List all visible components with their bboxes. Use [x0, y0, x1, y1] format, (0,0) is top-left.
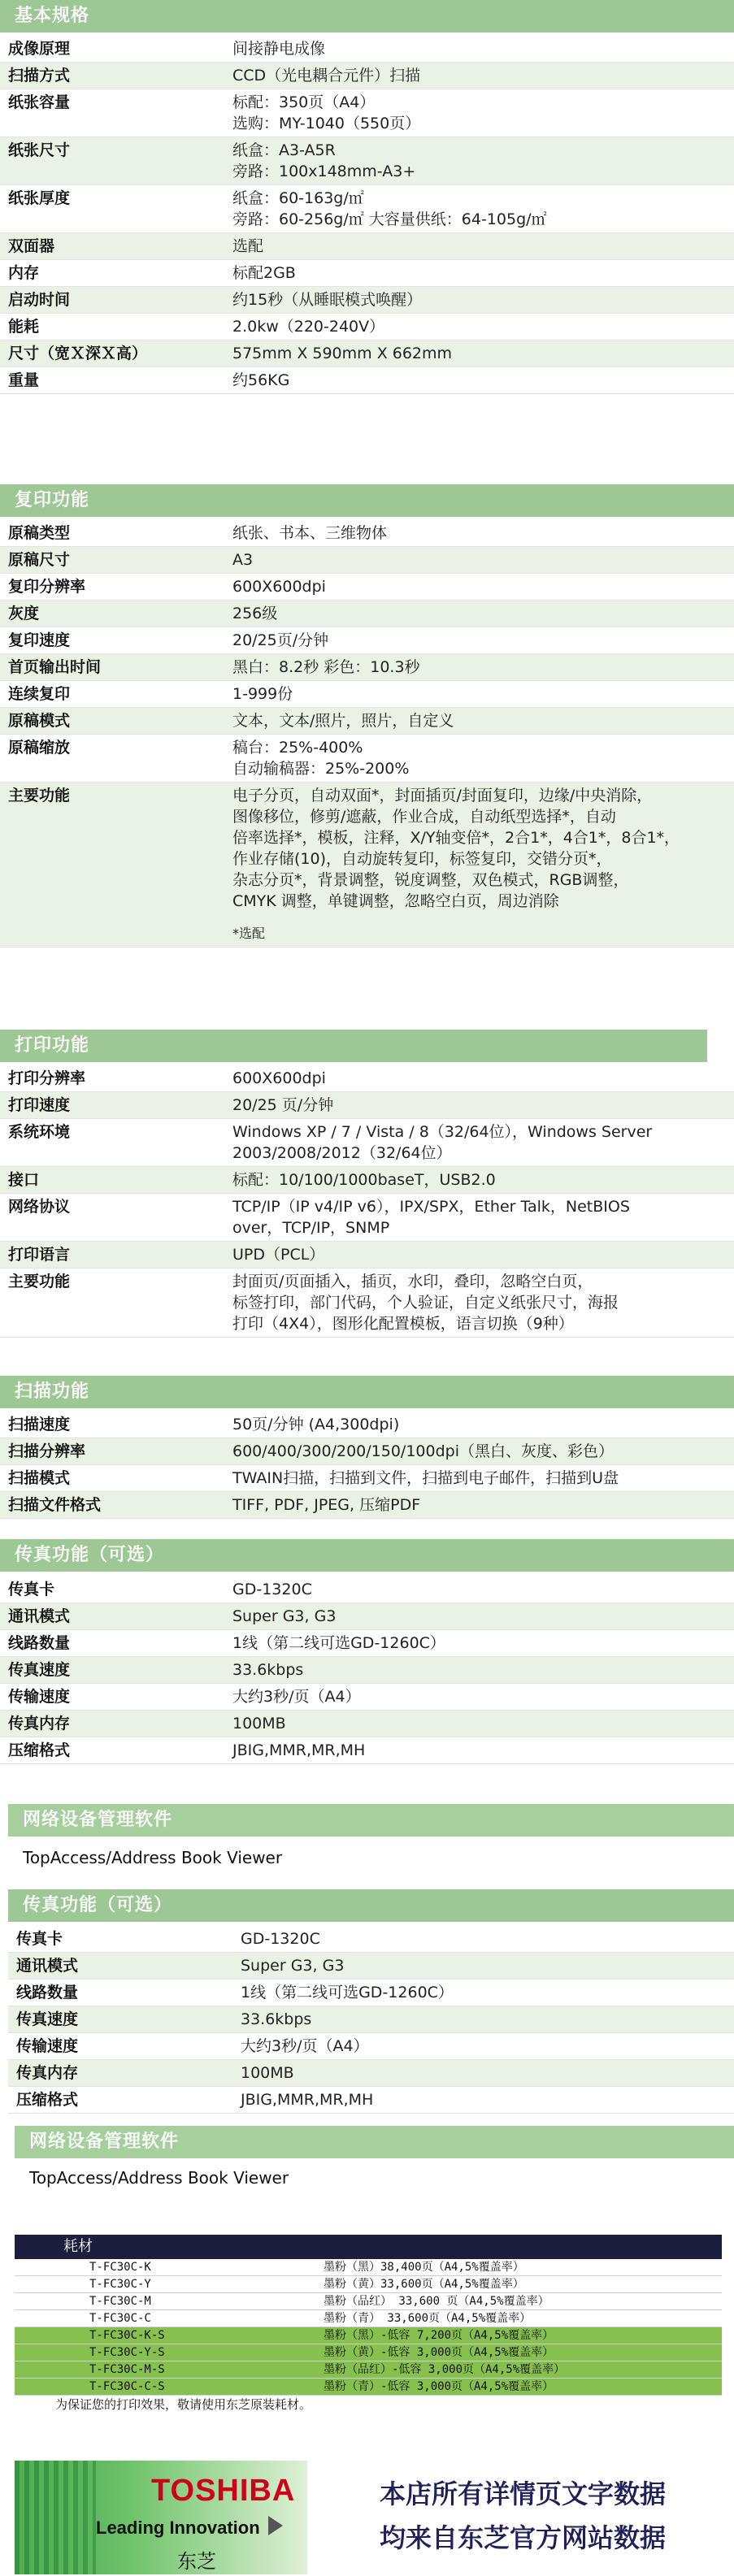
spec-value	[224, 1119, 734, 1167]
spec-label: 纸张尺寸	[0, 137, 224, 185]
spec-row	[0, 340, 734, 367]
spec-row	[0, 708, 734, 735]
spec-label: 尺寸（宽Ｘ深Ｘ高）	[0, 340, 224, 367]
spec-label: 纸张厚度	[0, 185, 224, 233]
spec-row	[0, 547, 734, 574]
spec-value-line: 256级	[232, 605, 278, 622]
spec-label: 传真卡	[0, 1576, 224, 1603]
spec-row	[0, 1492, 734, 1519]
spec-row	[0, 36, 734, 63]
spec-label: 打印分辨率	[0, 1065, 224, 1092]
fax-spec-table	[0, 1576, 734, 1764]
spec-value-line: GD-1320C	[232, 1581, 312, 1598]
spec-label: 通讯模式	[8, 1953, 232, 1980]
spec-value	[232, 2006, 734, 2033]
notice-line-2: 均来自东芝官方网站数据	[379, 2522, 666, 2553]
spec-value-line: 600X600dpi	[232, 578, 326, 596]
spec-value-line: 20/25 页/分钟	[232, 1096, 334, 1114]
spec-value-line: Super G3, G3	[232, 1607, 337, 1625]
spec-value-line: 大约3秒/页（A4）	[241, 2037, 369, 2055]
spec-row	[0, 1465, 734, 1492]
spec-value	[232, 2087, 734, 2114]
section-header-basic: 基本规格	[0, 0, 734, 33]
network-software-text-2: TopAccess/Address Book Viewer	[29, 2168, 289, 2188]
spec-label: 内存	[0, 260, 224, 287]
spec-row	[0, 260, 734, 287]
spec-label: 接口	[0, 1167, 224, 1194]
spec-value-line: TWAIN扫描，扫描到文件，扫描到电子邮件，扫描到U盘	[232, 1469, 619, 1487]
spec-value-line: 选购：MY-1040（550页）	[232, 115, 421, 132]
spec-label: 纸张容量	[0, 89, 224, 137]
spec-value-line: 作业存储(10)，自动旋转复印，标签复印，交错分页*，	[232, 850, 612, 868]
section-header-fax-2: 传真功能（可选）	[8, 1889, 734, 1922]
spec-value-line: 50页/分钟 (A4,300dpi)	[232, 1416, 400, 1433]
spec-value-line: Super G3, G3	[241, 1957, 345, 1975]
logo-stripes	[15, 2461, 96, 2574]
spec-value-line: 图像移位，修剪/遮蔽，作业合成，自动纸型选择*，自动	[232, 808, 616, 826]
consumable-code: T-FC30C-M	[89, 2295, 151, 2308]
spec-row	[0, 137, 734, 185]
spec-value-line: UPD（PCL）	[232, 1246, 325, 1264]
spec-value	[224, 340, 734, 367]
spec-value-line: 打印（4X4），图形化配置模板，语言切换（9种）	[232, 1315, 574, 1333]
footer-banner	[15, 2461, 722, 2574]
spec-label: 复印速度	[0, 627, 224, 654]
spec-label: 扫描方式	[0, 63, 224, 89]
consumable-code: T-FC30C-K	[89, 2261, 151, 2274]
spec-label: 连续复印	[0, 681, 224, 708]
spec-label: 原稿尺寸	[0, 547, 224, 574]
spec-value-line: 标配：350页（A4）	[232, 93, 376, 111]
print-spec-table	[0, 1065, 734, 1338]
spec-label: 扫描速度	[0, 1412, 224, 1438]
spec-row	[8, 2087, 734, 2114]
basic-spec-table	[0, 36, 734, 394]
consumable-desc: 墨粉（黄）33,600页（A4,5%覆盖率）	[324, 2278, 524, 2291]
spec-row	[0, 1092, 734, 1119]
notice-line-1: 本店所有详情页文字数据	[379, 2478, 666, 2509]
spec-label: 主要功能	[0, 783, 224, 948]
spec-value	[224, 89, 734, 137]
section-header-fax: 传真功能（可选）	[0, 1539, 734, 1572]
spec-value-line: 2003/2008/2012（32/64位）	[232, 1144, 452, 1162]
spec-row	[0, 367, 734, 394]
spec-row	[0, 681, 734, 708]
spec-row	[0, 314, 734, 340]
spec-value-line: 旁路：60-256g/㎡ 大容量供纸：64-105g/㎡	[232, 210, 547, 228]
spec-value-line: 稿台：25%-400%	[232, 739, 363, 757]
spec-value	[224, 1737, 734, 1764]
consumable-row	[15, 2259, 722, 2276]
spec-row	[0, 89, 734, 137]
brand-name: TOSHIBA	[151, 2474, 296, 2508]
spec-value-line: 大约3秒/页（A4）	[232, 1688, 361, 1706]
spec-value	[232, 1953, 734, 1980]
spec-value-line: over，TCP/IP，SNMP	[232, 1219, 390, 1237]
spec-row	[0, 1438, 734, 1465]
spec-value-line: 纸张、书本、三维物体	[232, 524, 388, 542]
spec-row	[0, 654, 734, 681]
spec-value-line: CCD（光电耦合元件）扫描	[232, 67, 421, 85]
spec-value-line: 100MB	[241, 2064, 294, 2082]
spec-row	[0, 520, 734, 547]
spec-value-line: 标配2GB	[232, 264, 296, 282]
spec-value	[224, 601, 734, 627]
spec-value	[224, 1194, 734, 1242]
spec-value	[224, 681, 734, 708]
spec-label: 成像原理	[0, 36, 224, 63]
spec-row	[8, 1926, 734, 1953]
spec-label: 传真内存	[0, 1711, 224, 1737]
spec-value-line: 1-999份	[232, 685, 293, 703]
spec-value-line: 100MB	[232, 1715, 286, 1733]
spec-value	[224, 783, 734, 948]
spec-label: 原稿模式	[0, 708, 224, 735]
spec-value-line: TCP/IP（IP v4/IP v6），IPX/SPX，Ether Talk，NetBIOS	[232, 1198, 630, 1216]
spec-value-line: 20/25页/分钟	[232, 631, 329, 649]
consumable-desc: 墨粉（品红） 33,600 页（A4,5%覆盖率）	[324, 2295, 549, 2308]
spec-value-line: 33.6kbps	[241, 2010, 312, 2028]
spec-label: 传真速度	[0, 1657, 224, 1684]
spec-value-line: 2.0kw（220-240V）	[232, 318, 385, 336]
spec-value-line: 间接静电成像	[232, 40, 326, 58]
spec-value-line: *选配	[232, 926, 266, 941]
spec-row	[0, 1603, 734, 1630]
spec-label: 网络协议	[0, 1194, 224, 1242]
consumable-row	[15, 2344, 722, 2361]
brand-tagline: Leading Innovation	[96, 2517, 260, 2538]
spec-row	[8, 2033, 734, 2060]
spec-value	[232, 2033, 734, 2060]
spec-value-line: 1线（第二线可选GD-1260C）	[241, 1984, 454, 2001]
spec-row	[0, 601, 734, 627]
spec-value-line: A3	[232, 551, 254, 569]
spec-value-line: 33.6kbps	[232, 1661, 304, 1679]
consumables-table	[15, 2235, 722, 2413]
spec-row	[0, 1194, 734, 1242]
spec-value	[224, 314, 734, 340]
spec-label: 传输速度	[8, 2033, 232, 2060]
spec-label: 重量	[0, 367, 224, 394]
spec-value	[224, 1167, 734, 1194]
spec-value	[224, 367, 734, 394]
spec-label: 传真卡	[8, 1926, 232, 1953]
spec-row	[8, 1980, 734, 2006]
consumable-desc: 墨粉（黑）-低容 7,200页（A4,5%覆盖率）	[324, 2329, 554, 2342]
spec-value-line: TIFF, PDF, JPEG, 压缩PDF	[232, 1496, 421, 1514]
spec-value-line: 纸盒：A3-A5R	[232, 141, 336, 159]
spec-value	[224, 1412, 734, 1438]
spec-value	[224, 1684, 734, 1711]
spec-value-line: 约56KG	[232, 371, 290, 389]
spec-row	[8, 2060, 734, 2087]
spec-value	[224, 63, 734, 89]
spec-value-line: 纸盒：60-163g/㎡	[232, 189, 364, 207]
consumable-desc: 墨粉（青）-低容 3,000页（A4,5%覆盖率）	[324, 2380, 554, 2393]
spec-label: 线路数量	[8, 1980, 232, 2006]
spec-value-line: 600/400/300/200/150/100dpi（黑白、灰度、彩色）	[232, 1442, 614, 1460]
spec-value	[224, 36, 734, 63]
spec-row	[0, 627, 734, 654]
spec-label: 原稿类型	[0, 520, 224, 547]
spec-value-line: 1线（第二线可选GD-1260C）	[232, 1634, 445, 1652]
consumable-code: T-FC30C-Y	[89, 2278, 151, 2291]
consumable-desc: 墨粉（黑）38,400页（A4,5%覆盖率）	[324, 2261, 524, 2274]
spec-label: 双面器	[0, 233, 224, 260]
spec-value	[224, 654, 734, 681]
spec-value	[224, 574, 734, 601]
consumable-code: T-FC30C-C	[89, 2312, 151, 2325]
spec-label: 扫描分辨率	[0, 1438, 224, 1465]
spec-row	[0, 1737, 734, 1764]
spec-value	[224, 1603, 734, 1630]
network-software-text: TopAccess/Address Book Viewer	[23, 1848, 283, 1867]
spec-value	[224, 287, 734, 314]
spec-label: 能耗	[0, 314, 224, 340]
spec-row	[0, 1268, 734, 1338]
spec-value	[224, 708, 734, 735]
spec-value	[224, 137, 734, 185]
spec-value	[224, 1268, 734, 1338]
spec-label: 首页输出时间	[0, 654, 224, 681]
spec-value	[232, 2060, 734, 2087]
spec-value	[224, 1576, 734, 1603]
spec-value-line: JBIG,MMR,MR,MH	[232, 1741, 366, 1759]
spec-label: 压缩格式	[8, 2087, 232, 2114]
spec-value	[224, 547, 734, 574]
spec-value	[224, 1438, 734, 1465]
spec-value-line: 倍率选择*，模板，注释，X/Y轴变倍*，2合1*，4合1*，8合1*，	[232, 829, 680, 847]
spec-value	[224, 1711, 734, 1737]
consumables-note: 为保证您的打印效果，敬请使用东芝原装耗材。	[55, 2397, 312, 2412]
spec-value-line	[232, 912, 734, 923]
consumable-code: T-FC30C-C-S	[89, 2380, 165, 2393]
consumable-desc: 墨粉（品红）-低容 3,000页（A4,5%覆盖率）	[324, 2363, 566, 2376]
section-header-network: 网络设备管理软件	[8, 1804, 734, 1837]
spec-label: 压缩格式	[0, 1737, 224, 1764]
spec-row	[0, 1630, 734, 1657]
spec-row	[0, 1065, 734, 1092]
spec-row	[0, 1412, 734, 1438]
spec-label: 通讯模式	[0, 1603, 224, 1630]
section-header-network-2: 网络设备管理软件	[15, 2126, 734, 2158]
spec-label: 传输速度	[0, 1684, 224, 1711]
spec-value	[224, 1065, 734, 1092]
spec-value	[224, 233, 734, 260]
spec-label: 灰度	[0, 601, 224, 627]
spec-value-line: 标配：10/100/1000baseT，USB2.0	[232, 1171, 496, 1189]
spec-row	[0, 1657, 734, 1684]
spec-value	[224, 260, 734, 287]
consumable-row	[15, 2310, 722, 2327]
consumable-code: T-FC30C-M-S	[89, 2363, 165, 2376]
spec-row	[0, 1711, 734, 1737]
spec-value	[224, 520, 734, 547]
spec-value-line: 575mm X 590mm X 662mm	[232, 345, 453, 362]
spec-row	[0, 574, 734, 601]
spec-value	[232, 1926, 734, 1953]
consumable-row	[15, 2293, 722, 2310]
section-header-copy: 复印功能	[0, 484, 734, 517]
section-header-scan: 扫描功能	[0, 1376, 734, 1408]
scan-spec-table	[0, 1412, 734, 1519]
spec-row	[0, 63, 734, 89]
spec-value	[224, 1657, 734, 1684]
spec-value-line: 选配	[232, 237, 264, 255]
spec-row	[0, 735, 734, 783]
consumable-code: T-FC30C-Y-S	[89, 2346, 165, 2359]
spec-value-line: JBIG,MMR,MR,MH	[241, 2091, 374, 2109]
spec-value-line: 文本，文本/照片，照片，自定义	[232, 712, 454, 730]
spec-label: 主要功能	[0, 1268, 224, 1338]
spec-label: 原稿缩放	[0, 735, 224, 783]
spec-row	[8, 1953, 734, 1980]
copy-spec-table	[0, 520, 734, 948]
spec-row	[0, 783, 734, 948]
spec-value	[224, 627, 734, 654]
consumable-row	[15, 2276, 722, 2293]
spec-value-line: 约15秒（从睡眠模式唤醒）	[232, 291, 423, 309]
consumable-row	[15, 2327, 722, 2344]
brand-cn-name: 东芝	[177, 2550, 216, 2573]
spec-value-line: 封面页/页面插入，插页，水印，叠印，忽略空白页，	[232, 1273, 593, 1290]
spec-label: 扫描模式	[0, 1465, 224, 1492]
spec-label: 线路数量	[0, 1630, 224, 1657]
spec-value-line: Windows XP / 7 / Vista / 8（32/64位），Windows Server	[232, 1123, 653, 1141]
spec-label: 系统环境	[0, 1119, 224, 1167]
arrow-icon	[268, 2516, 283, 2535]
spec-row	[0, 1684, 734, 1711]
spec-row	[0, 1119, 734, 1167]
consumable-desc: 墨粉（黄）-低容 3,000页（A4,5%覆盖率）	[324, 2346, 554, 2359]
spec-value	[224, 1630, 734, 1657]
fax-spec-table-2	[8, 1926, 734, 2114]
spec-label: 扫描文件格式	[0, 1492, 224, 1519]
spec-label: 传真速度	[8, 2006, 232, 2033]
spec-label: 复印分辨率	[0, 574, 224, 601]
spec-row	[0, 1576, 734, 1603]
spec-value-line: 电子分页，自动双面*，封面插页/封面复印，边缘/中央消除，	[232, 787, 653, 804]
spec-label: 打印速度	[0, 1092, 224, 1119]
spec-value	[224, 1242, 734, 1268]
spec-value-line: GD-1320C	[241, 1930, 320, 1948]
spec-label: 打印语言	[0, 1242, 224, 1268]
spec-value-line: 自动输稿器：25%-200%	[232, 760, 410, 778]
spec-value-line: CMYK 调整，单键调整，忽略空白页，周边消除	[232, 892, 559, 910]
consumables-title: 耗材	[15, 2235, 722, 2259]
toshiba-logo	[15, 2461, 307, 2574]
consumables-rows	[15, 2259, 722, 2396]
spec-value	[224, 1465, 734, 1492]
spec-value	[224, 1492, 734, 1519]
consumable-desc: 墨粉（青） 33,600页（A4,5%覆盖率）	[324, 2312, 532, 2325]
consumable-row	[15, 2379, 722, 2396]
spec-value	[224, 185, 734, 233]
spec-row	[0, 185, 734, 233]
spec-value-line: 标签打印，部门代码，个人验证，自定义纸张尺寸，海报	[232, 1294, 619, 1312]
spec-row	[8, 2006, 734, 2033]
spec-row	[0, 287, 734, 314]
spec-value-line: 黑白：8.2秒 彩色：10.3秒	[232, 658, 420, 676]
section-header-print: 打印功能	[0, 1030, 707, 1062]
consumable-row	[15, 2361, 722, 2379]
spec-value-line: 旁路：100x148mm-A3+	[232, 163, 416, 180]
spec-value	[224, 735, 734, 783]
spec-row	[0, 1167, 734, 1194]
spec-value	[224, 1092, 734, 1119]
spec-label: 启动时间	[0, 287, 224, 314]
consumable-code: T-FC30C-K-S	[89, 2329, 165, 2342]
spec-label: 传真内存	[8, 2060, 232, 2087]
spec-row	[0, 1242, 734, 1268]
spec-value-line: 杂志分页*，背景调整，锐度调整，双色模式，RGB调整，	[232, 871, 629, 889]
spec-value-line: 600X600dpi	[232, 1069, 326, 1087]
spec-value	[232, 1980, 734, 2006]
spec-row	[0, 233, 734, 260]
